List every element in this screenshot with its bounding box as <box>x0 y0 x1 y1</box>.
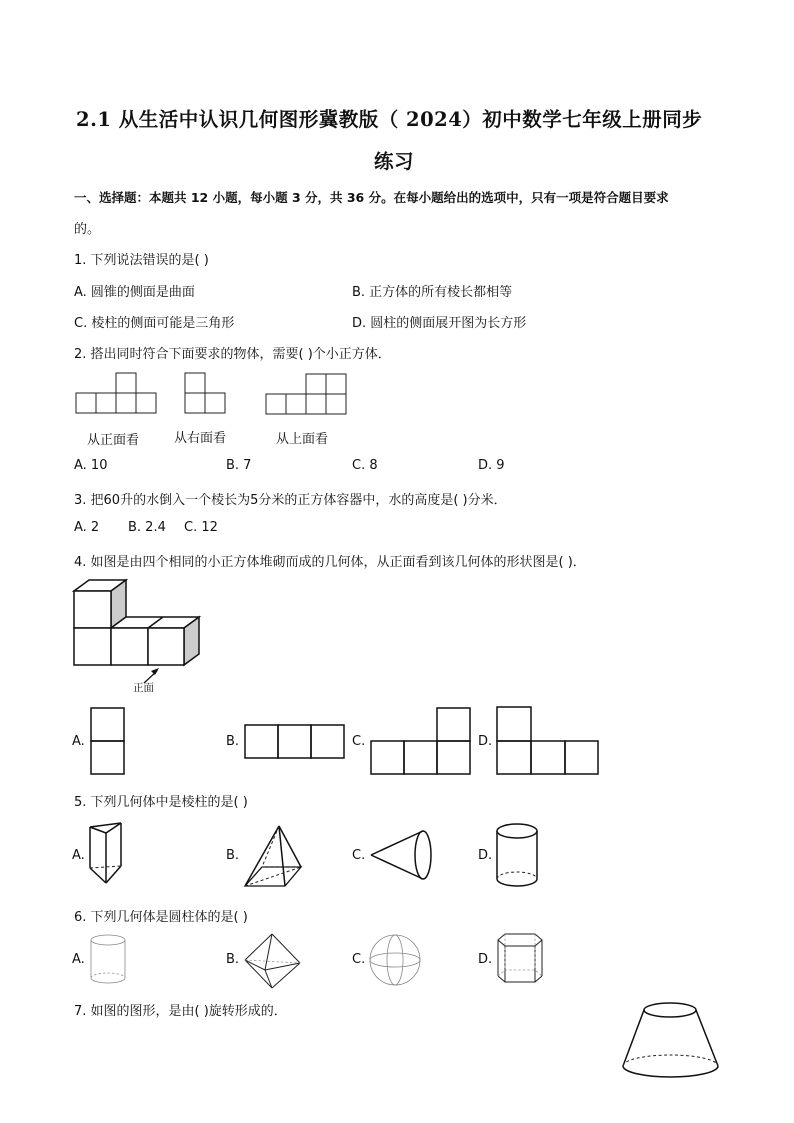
question-3-option-b[interactable]: B. 2.4 <box>128 520 166 535</box>
view-label-front: 从正面看 <box>87 433 140 448</box>
question-2-option-a[interactable]: A. 10 <box>74 458 108 473</box>
section-header: 一、选择题：本题共 12 小题，每小题 3 分，共 36 分。在每小题给出的选项中，只有一项是符合题目要求 <box>74 190 669 205</box>
question-4-stem: 4. 如图是由四个相同的小正方体堆砌而成的几何体，从正面看到该几何体的形状图是( )． <box>74 555 586 570</box>
question-6-option-a[interactable]: A. <box>72 952 85 967</box>
question-3-option-a[interactable]: A. 2 <box>74 520 100 535</box>
view-label-top: 从上面看 <box>276 432 329 447</box>
question-3-stem: 3. 把60升的水倒入一个棱长为5分米的正方体容器中，水的高度是( )分米． <box>74 493 507 508</box>
question-1-option-d[interactable]: D. 圆柱的侧面展开图为长方形 <box>352 316 527 331</box>
question-1-option-a[interactable]: A. 圆锥的侧面是曲面 <box>74 285 195 300</box>
question-4-option-d[interactable]: D. <box>478 734 493 749</box>
question-5-option-a[interactable]: A. <box>72 848 85 863</box>
question-5-option-c[interactable]: C. <box>352 848 366 863</box>
question-6-option-b[interactable]: B. <box>226 952 240 967</box>
question-1-option-c[interactable]: C. 棱柱的侧面可能是三角形 <box>74 316 235 331</box>
question-5-stem: 5. 下列几何体中是棱柱的是( ) <box>74 795 248 810</box>
question-1-option-b[interactable]: B. 正方体的所有棱长都相等 <box>352 285 513 300</box>
question-1-stem: 1. 下列说法错误的是( ) <box>74 253 209 268</box>
question-6-option-d[interactable]: D. <box>478 952 493 967</box>
question-3-option-c[interactable]: C. 12 <box>184 520 218 535</box>
question-4-option-a[interactable]: A. <box>72 734 85 749</box>
page-title-continued: 练习 <box>374 150 415 173</box>
question-2-stem: 2. 搭出同时符合下面要求的物体，需要( )个小正方体． <box>74 347 391 362</box>
page-title: 2.1 从生活中认识几何图形冀教版（ 2024）初中数学七年级上册同步 <box>76 108 703 131</box>
view-label-right: 从右面看 <box>174 431 227 446</box>
section-header-continued: 的。 <box>74 222 101 237</box>
question-2-option-d[interactable]: D. 9 <box>478 458 505 473</box>
question-4-option-c[interactable]: C. <box>352 734 366 749</box>
question-2-option-c[interactable]: C. 8 <box>352 458 378 473</box>
question-5-option-d[interactable]: D. <box>478 848 493 863</box>
question-6-stem: 6. 下列几何体是圆柱体的是( ) <box>74 910 248 925</box>
question-6-option-c[interactable]: C. <box>352 952 366 967</box>
question-7-stem: 7. 如图的图形，是由( )旋转形成的． <box>74 1004 287 1019</box>
front-direction-label: 正面 <box>133 682 154 694</box>
question-2-option-b[interactable]: B. 7 <box>226 458 252 473</box>
question-4-option-b[interactable]: B. <box>226 734 240 749</box>
question-5-option-b[interactable]: B. <box>226 848 240 863</box>
